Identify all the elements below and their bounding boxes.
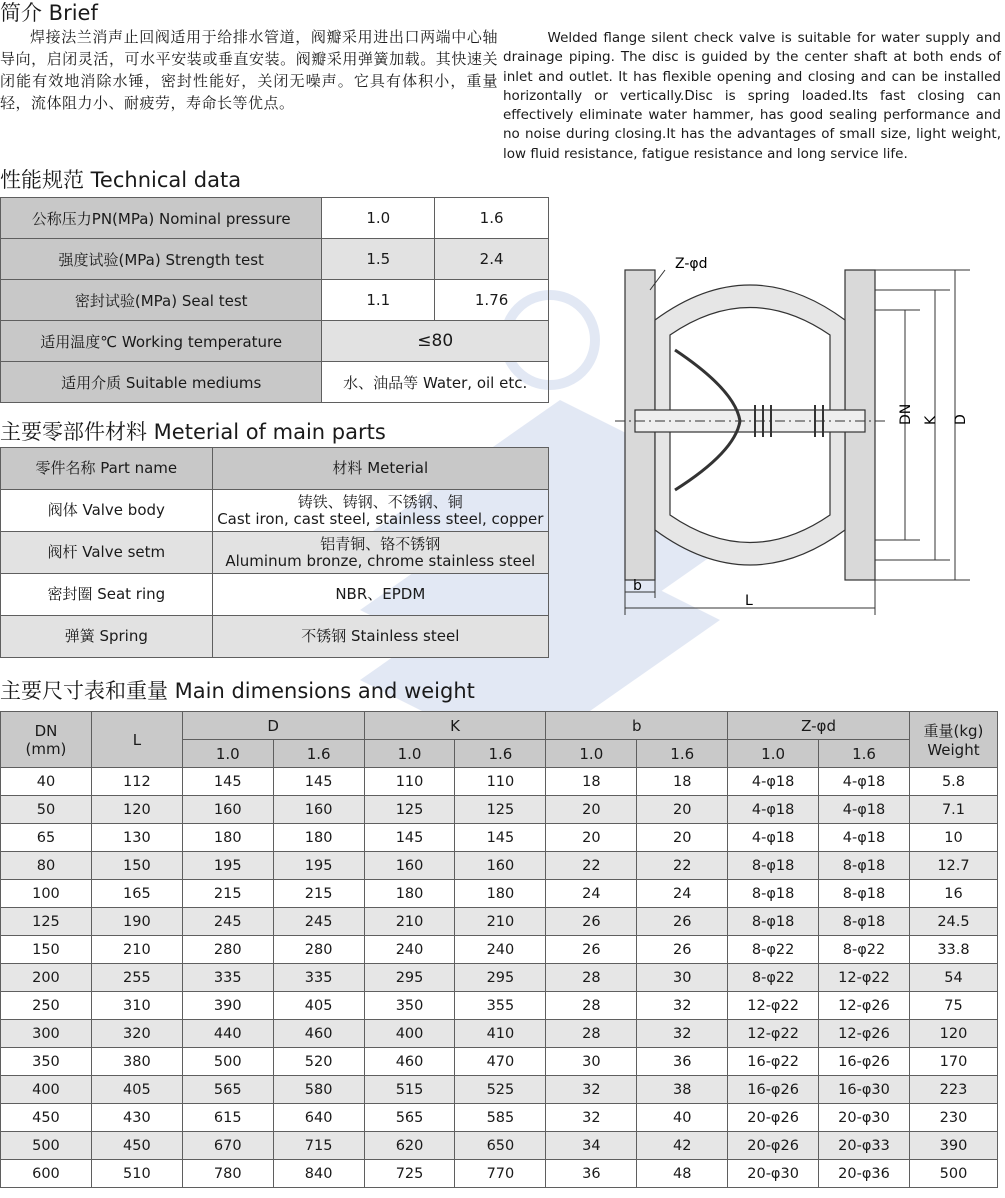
part-name: 弹簧 Spring (1, 616, 213, 658)
table-cell: 440 (182, 1020, 273, 1048)
table-cell: 460 (364, 1048, 455, 1076)
table-cell: 640 (273, 1104, 364, 1132)
table-row (1, 880, 998, 908)
table-cell: 180 (364, 880, 455, 908)
table-cell: 24.5 (909, 908, 997, 936)
table-cell: 22 (546, 852, 637, 880)
table-cell: 8-φ18 (728, 880, 819, 908)
table-cell: 110 (364, 768, 455, 796)
table-cell: 160 (364, 852, 455, 880)
table-cell: 145 (364, 824, 455, 852)
table-row (1, 1132, 998, 1160)
header-pressure: 1.6 (273, 740, 364, 768)
table-cell: 145 (455, 824, 546, 852)
brief-chinese: 焊接法兰消声止回阀适用于给排水管道，阀瓣采用进出口两端中心轴导向，启闭灵活，可水平安装或垂直安装。阀瓣采用弹簧加载。其快速关闭能有效地消除水锤，密封性能好，关闭无噪声。它具有体积小，重量轻，流体阻力小、耐疲劳，寿命长等优点。 (0, 28, 498, 112)
table-cell: 20 (546, 796, 637, 824)
table-row (1, 964, 998, 992)
table-row (1, 768, 998, 796)
table-cell: 520 (273, 1048, 364, 1076)
table-cell: 190 (91, 908, 182, 936)
part-material: NBR、EPDM (212, 574, 548, 616)
table-cell: 450 (91, 1132, 182, 1160)
table-cell: 355 (455, 992, 546, 1020)
table-cell: 32 (546, 1104, 637, 1132)
table-cell: 600 (1, 1160, 92, 1188)
table-cell: 210 (364, 908, 455, 936)
table-cell: 840 (273, 1160, 364, 1188)
row-label: 适用介质 Suitable mediums (1, 362, 322, 403)
table-cell: 195 (182, 852, 273, 880)
brief-english: Welded flange silent check valve is suitable for water supply and drainage piping. The disc is guided by the center shaft at both ends of inlet and outlet. It has flexible opening and closing and can be installed horizontally or vertically.Disc is spring loaded.Its fast closing can effectively eliminate water hammer, has good sealing performance and no noise during closing.It has the advantages of small size, light weight, low fluid resistance, fatigue resistance and long service life. (503, 30, 1001, 162)
table-cell: 8-φ18 (728, 908, 819, 936)
cell: 1.6 (435, 198, 549, 239)
table-cell: 4-φ18 (819, 796, 910, 824)
table-row (1, 1160, 998, 1188)
table-cell: 54 (909, 964, 997, 992)
table-cell: 80 (1, 852, 92, 880)
table-row (1, 574, 549, 616)
table-cell: 40 (637, 1104, 728, 1132)
label-dn: DN (898, 403, 914, 425)
header-pressure: 1.6 (819, 740, 910, 768)
table-cell: 460 (273, 1020, 364, 1048)
table-cell: 245 (273, 908, 364, 936)
parts-table (0, 447, 549, 658)
cell: 2.4 (435, 239, 549, 280)
table-row (1, 198, 549, 239)
technical-table (0, 197, 549, 403)
table-cell: 525 (455, 1076, 546, 1104)
table-cell: 18 (546, 768, 637, 796)
header-part-name: 零件名称 Part name (1, 448, 213, 490)
table-cell: 280 (182, 936, 273, 964)
table-cell: 160 (455, 852, 546, 880)
table-cell: 120 (91, 796, 182, 824)
table-cell: 20 (546, 824, 637, 852)
table-cell: 295 (455, 964, 546, 992)
table-cell: 350 (364, 992, 455, 1020)
table-cell: 12-φ22 (728, 1020, 819, 1048)
part-material: 铝青铜、铬不锈钢 Aluminum bronze, chrome stainless steel (212, 532, 548, 574)
table-cell: 390 (909, 1132, 997, 1160)
header-weight: 重量(kg) Weight (909, 712, 997, 768)
cell: 1.0 (322, 198, 435, 239)
table-cell: 145 (182, 768, 273, 796)
table-cell: 12.7 (909, 852, 997, 880)
table-cell: 215 (182, 880, 273, 908)
dimensions-title: 主要尺寸表和重量 Main dimensions and weight (0, 679, 475, 703)
header-l: L (91, 712, 182, 768)
table-cell: 240 (455, 936, 546, 964)
table-cell: 180 (273, 824, 364, 852)
table-cell: 16-φ26 (728, 1076, 819, 1104)
table-cell: 22 (637, 852, 728, 880)
table-row (1, 1020, 998, 1048)
table-cell: 32 (637, 992, 728, 1020)
table-row (1, 936, 998, 964)
table-cell: 100 (1, 880, 92, 908)
table-cell: 725 (364, 1160, 455, 1188)
header-pressure: 1.0 (546, 740, 637, 768)
table-cell: 780 (182, 1160, 273, 1188)
table-row (1, 239, 549, 280)
table-cell: 255 (91, 964, 182, 992)
table-cell: 32 (546, 1076, 637, 1104)
table-cell: 450 (1, 1104, 92, 1132)
cell: 水、油品等 Water, oil etc. (322, 362, 549, 403)
table-cell: 500 (1, 1132, 92, 1160)
table-cell: 10 (909, 824, 997, 852)
table-cell: 8-φ22 (728, 936, 819, 964)
cell: 1.1 (322, 280, 435, 321)
table-cell: 770 (455, 1160, 546, 1188)
table-cell: 380 (91, 1048, 182, 1076)
table-cell: 715 (273, 1132, 364, 1160)
table-cell: 120 (909, 1020, 997, 1048)
cell: 1.76 (435, 280, 549, 321)
table-cell: 515 (364, 1076, 455, 1104)
table-cell: 405 (91, 1076, 182, 1104)
table-cell: 4-φ18 (728, 768, 819, 796)
table-row (1, 321, 549, 362)
table-cell: 32 (637, 1020, 728, 1048)
table-cell: 125 (364, 796, 455, 824)
table-cell: 20 (637, 796, 728, 824)
table-cell: 33.8 (909, 936, 997, 964)
table-cell: 16-φ26 (819, 1048, 910, 1076)
table-row (1, 824, 998, 852)
brief-title: 简介 Brief (0, 1, 98, 25)
table-cell: 335 (182, 964, 273, 992)
table-cell: 8-φ18 (819, 852, 910, 880)
table-cell: 125 (1, 908, 92, 936)
table-cell: 230 (909, 1104, 997, 1132)
table-cell: 210 (91, 936, 182, 964)
table-cell: 8-φ18 (728, 852, 819, 880)
table-cell: 240 (364, 936, 455, 964)
table-cell: 112 (91, 768, 182, 796)
header-b: b (546, 712, 728, 740)
table-cell: 28 (546, 964, 637, 992)
label-d: D (953, 414, 969, 425)
header-d: D (182, 712, 364, 740)
table-cell: 26 (637, 908, 728, 936)
table-cell: 400 (364, 1020, 455, 1048)
table-cell: 165 (91, 880, 182, 908)
table-cell: 180 (182, 824, 273, 852)
table-cell: 335 (273, 964, 364, 992)
table-row (1, 362, 549, 403)
table-cell: 12-φ26 (819, 1020, 910, 1048)
label-b: b (633, 578, 642, 594)
table-cell: 8-φ22 (728, 964, 819, 992)
table-cell: 26 (546, 908, 637, 936)
row-label: 强度试验(MPa) Strength test (1, 239, 322, 280)
header-pressure: 1.0 (364, 740, 455, 768)
table-cell: 20-φ36 (819, 1160, 910, 1188)
table-cell: 565 (364, 1104, 455, 1132)
part-name: 阀杆 Valve setm (1, 532, 213, 574)
header-k: K (364, 712, 546, 740)
part-material: 铸铁、铸钢、不锈钢、铜 Cast iron, cast steel, stainless steel, copper (212, 490, 548, 532)
table-cell: 510 (91, 1160, 182, 1188)
parts-title: 主要零部件材料 Meterial of main parts (0, 420, 386, 444)
table-cell: 295 (364, 964, 455, 992)
table-cell: 24 (546, 880, 637, 908)
table-cell: 36 (637, 1048, 728, 1076)
table-cell: 160 (273, 796, 364, 824)
table-cell: 4-φ18 (819, 768, 910, 796)
table-row (1, 992, 998, 1020)
technical-title: 性能规范 Technical data (0, 168, 242, 192)
table-cell: 410 (455, 1020, 546, 1048)
table-cell: 4-φ18 (728, 796, 819, 824)
table-row (1, 908, 998, 936)
table-cell: 5.8 (909, 768, 997, 796)
table-cell: 40 (1, 768, 92, 796)
table-cell: 215 (273, 880, 364, 908)
table-cell: 28 (546, 992, 637, 1020)
table-header (1, 448, 549, 490)
table-cell: 210 (455, 908, 546, 936)
table-cell: 195 (273, 852, 364, 880)
part-name: 阀体 Valve body (1, 490, 213, 532)
table-cell: 223 (909, 1076, 997, 1104)
table-cell: 4-φ18 (819, 824, 910, 852)
table-cell: 110 (455, 768, 546, 796)
table-cell: 130 (91, 824, 182, 852)
table-cell: 28 (546, 1020, 637, 1048)
header-pressure: 1.0 (182, 740, 273, 768)
table-cell: 580 (273, 1076, 364, 1104)
table-cell: 170 (909, 1048, 997, 1076)
table-cell: 565 (182, 1076, 273, 1104)
label-l: L (745, 593, 753, 609)
table-cell: 42 (637, 1132, 728, 1160)
table-cell: 16 (909, 880, 997, 908)
table-cell: 30 (637, 964, 728, 992)
row-label: 密封试验(MPa) Seal test (1, 280, 322, 321)
valve-section-drawing (575, 240, 995, 620)
table-cell: 160 (182, 796, 273, 824)
label-zd: Z-φd (675, 256, 708, 272)
row-label: 公称压力PN(MPa) Nominal pressure (1, 198, 322, 239)
table-cell: 34 (546, 1132, 637, 1160)
table-cell: 20-φ26 (728, 1132, 819, 1160)
table-cell: 20 (637, 824, 728, 852)
table-cell: 500 (182, 1048, 273, 1076)
table-cell: 280 (273, 936, 364, 964)
table-cell: 310 (91, 992, 182, 1020)
table-cell: 50 (1, 796, 92, 824)
table-row (1, 852, 998, 880)
header-material: 材料 Meterial (212, 448, 548, 490)
table-cell: 65 (1, 824, 92, 852)
dimensions-table (0, 711, 998, 1188)
table-cell: 12-φ22 (819, 964, 910, 992)
table-cell: 620 (364, 1132, 455, 1160)
table-cell: 200 (1, 964, 92, 992)
table-cell: 36 (546, 1160, 637, 1188)
label-k: K (923, 415, 939, 425)
table-row (1, 796, 998, 824)
table-cell: 300 (1, 1020, 92, 1048)
table-cell: 48 (637, 1160, 728, 1188)
table-cell: 20-φ33 (819, 1132, 910, 1160)
table-cell: 405 (273, 992, 364, 1020)
table-row (1, 532, 549, 574)
table-cell: 16-φ30 (819, 1076, 910, 1104)
table-cell: 20-φ26 (728, 1104, 819, 1132)
part-name: 密封圈 Seat ring (1, 574, 213, 616)
part-material: 不锈钢 Stainless steel (212, 616, 548, 658)
table-row (1, 280, 549, 321)
header-z: Z-φd (728, 712, 910, 740)
table-row (1, 1104, 998, 1132)
table-cell: 26 (637, 936, 728, 964)
table-cell: 180 (455, 880, 546, 908)
table-cell: 8-φ18 (819, 908, 910, 936)
table-cell: 145 (273, 768, 364, 796)
table-cell: 390 (182, 992, 273, 1020)
table-cell: 20-φ30 (728, 1160, 819, 1188)
table-cell: 500 (909, 1160, 997, 1188)
table-cell: 7.1 (909, 796, 997, 824)
table-cell: 18 (637, 768, 728, 796)
table-cell: 320 (91, 1020, 182, 1048)
table-row (1, 1048, 998, 1076)
row-label: 适用温度℃ Working temperature (1, 321, 322, 362)
table-cell: 615 (182, 1104, 273, 1132)
table-cell: 470 (455, 1048, 546, 1076)
table-cell: 150 (91, 852, 182, 880)
header-pressure: 1.6 (637, 740, 728, 768)
header-pressure: 1.6 (455, 740, 546, 768)
table-cell: 12-φ26 (819, 992, 910, 1020)
table-cell: 250 (1, 992, 92, 1020)
table-row (1, 616, 549, 658)
table-cell: 38 (637, 1076, 728, 1104)
cell: ≤80 (322, 321, 549, 362)
table-cell: 245 (182, 908, 273, 936)
table-cell: 430 (91, 1104, 182, 1132)
table-cell: 30 (546, 1048, 637, 1076)
table-cell: 26 (546, 936, 637, 964)
table-row (1, 490, 549, 532)
table-cell: 12-φ22 (728, 992, 819, 1020)
table-cell: 75 (909, 992, 997, 1020)
cell: 1.5 (322, 239, 435, 280)
table-row (1, 1076, 998, 1104)
table-cell: 585 (455, 1104, 546, 1132)
table-cell: 670 (182, 1132, 273, 1160)
table-cell: 125 (455, 796, 546, 824)
header-pressure: 1.0 (728, 740, 819, 768)
table-cell: 20-φ30 (819, 1104, 910, 1132)
table-cell: 8-φ22 (819, 936, 910, 964)
table-header (1, 712, 998, 740)
table-cell: 4-φ18 (728, 824, 819, 852)
table-cell: 400 (1, 1076, 92, 1104)
table-cell: 16-φ22 (728, 1048, 819, 1076)
header-dn: DN (mm) (1, 712, 92, 768)
table-cell: 150 (1, 936, 92, 964)
table-cell: 24 (637, 880, 728, 908)
table-cell: 8-φ18 (819, 880, 910, 908)
table-cell: 350 (1, 1048, 92, 1076)
table-cell: 650 (455, 1132, 546, 1160)
